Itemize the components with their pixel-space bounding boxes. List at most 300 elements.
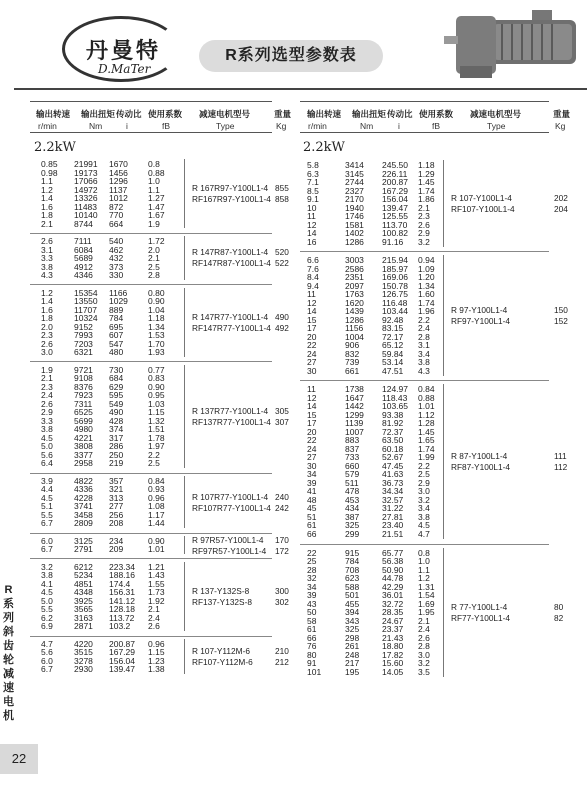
speed-value: 11 [307,211,316,221]
service-factor-value: 1.01 [148,544,165,555]
motor-type: RF107R77-Y100L1-4 [192,502,271,513]
speed-value: 24 [307,443,317,454]
service-factor-value: 3.5 [418,666,430,677]
ratio-value: 14.05 [382,666,404,677]
ratio-value: 156.04 [382,194,408,204]
speed-value: 12 [307,392,317,403]
service-factor-value: 1.72 [148,236,165,247]
ratio-value: 357 [109,475,124,486]
ratio-value: 373 [109,261,124,272]
speed-value: 50 [307,607,317,618]
torque-value: 3278 [74,655,93,666]
torque-value: 6084 [74,244,93,255]
service-factor-value: 1.21 [148,561,165,572]
service-factor-value: 1.20 [418,272,435,282]
torque-value: 10140 [74,210,98,220]
torque-value: 4228 [74,492,93,503]
motor-type: RF147R77-Y100L1-4 [192,322,271,333]
motor-type: R 97R57-Y100L1-4 [192,534,264,545]
speed-value: 1.6 [41,304,53,315]
speed-value: 1.8 [41,210,53,220]
ratio-value: 730 [109,364,124,375]
service-factor-value: 1.31 [418,581,435,592]
speed-value: 4.5 [41,492,53,503]
right-header-service-factor: 使用系数 [419,109,454,119]
weight-value: 522 [275,258,289,269]
ratio-value: 480 [109,347,124,358]
speed-value: 1.4 [41,296,53,307]
ratio-value: 103.65 [382,401,408,412]
ratio-value: 215.94 [382,255,408,265]
service-factor-value: 2.8 [418,331,430,342]
service-factor-value: 1.43 [148,570,165,581]
service-factor-value: 2.0 [148,244,160,255]
ratio-value: 32.57 [382,494,404,505]
service-factor-value: 1.45 [418,177,435,187]
torque-value: 1442 [345,401,364,412]
motor-type: RF97-Y100L1-4 [451,315,511,326]
ratio-value: 141.12 [109,595,135,606]
service-factor-value: 0.77 [148,364,165,375]
ratio-value: 684 [109,373,124,384]
torque-value: 1581 [345,219,364,230]
torque-value: 9721 [74,364,93,375]
ratio-value: 91.16 [382,236,404,247]
ratio-value: 330 [109,270,124,281]
speed-value: 5.6 [41,449,53,460]
torque-value: 3565 [74,604,93,615]
torque-value: 915 [345,547,360,558]
ratio-value: 103.2 [109,621,131,632]
speed-value: 4.5 [41,432,53,443]
weight-value: 242 [275,502,289,513]
torque-value: 21991 [74,159,98,169]
ratio-value: 116.48 [382,297,408,308]
ratio-value: 208 [109,518,124,529]
torque-value: 501 [345,590,360,601]
ratio-value: 52.67 [382,452,404,463]
page-number: 22 [0,744,38,774]
service-factor-value: 1.53 [148,330,165,341]
speed-value: 34 [307,581,317,592]
torque-value: 19173 [74,167,98,178]
service-factor-value: 0.95 [148,390,165,401]
ratio-value: 313 [109,492,124,503]
service-factor-value: 0.90 [148,296,165,307]
service-factor-value: 1.09 [418,263,435,274]
service-factor-value: 0.88 [148,167,165,178]
torque-value: 217 [345,658,360,669]
ratio-value: 103.44 [382,306,408,316]
right-header-torque: 输出扭矩 [352,109,387,119]
torque-value: 1439 [345,306,364,316]
speed-value: 3.8 [41,570,53,581]
speed-value: 5.1 [41,501,53,512]
torque-value: 3741 [74,501,93,512]
weight-value: 82 [554,612,564,623]
service-factor-value: 3.2 [418,494,430,505]
motor-type: R 137-Y132S-8 [192,585,250,596]
torque-value: 588 [345,581,360,592]
torque-value: 13326 [74,193,98,203]
torque-value: 4851 [74,578,93,589]
service-factor-value: 1.17 [148,509,165,520]
service-factor-value: 2.2 [418,460,430,471]
group-bracket-line [443,160,444,247]
torque-value: 7203 [74,338,93,349]
torque-value: 4822 [74,475,93,486]
torque-value: 739 [345,357,360,367]
service-factor-value: 2.6 [148,621,160,632]
speed-value: 1.6 [41,201,53,212]
speed-value: 28 [307,564,317,575]
ratio-value: 50.90 [382,564,404,575]
ratio-value: 124.97 [382,384,408,395]
service-factor-value: 3.0 [418,486,430,497]
ratio-value: 695 [109,321,124,332]
service-factor-value: 2.1 [148,253,160,264]
weight-value: 152 [554,315,568,326]
ratio-value: 167.29 [109,647,135,658]
torque-value: 325 [345,624,360,635]
speed-value: 0.85 [41,159,58,169]
ratio-value: 28.35 [382,607,404,618]
service-factor-value: 4.3 [418,365,430,376]
speed-value: 3.8 [41,424,53,435]
speed-value: 14 [307,401,317,412]
speed-value: 10 [307,202,317,213]
service-factor-value: 1.29 [418,168,435,179]
motor-type: R 107R77-Y100L1-4 [192,491,269,502]
ratio-value: 150.78 [382,280,408,291]
ratio-value: 664 [109,218,124,229]
torque-value: 1299 [345,409,364,420]
torque-value: 455 [345,598,360,609]
torque-value: 883 [345,435,360,446]
weight-value: 210 [275,645,289,656]
ratio-value: 200.87 [382,177,408,187]
torque-value: 1763 [345,289,364,299]
torque-value: 7923 [74,390,93,401]
torque-value: 2809 [74,518,93,529]
ratio-value: 462 [109,244,124,255]
speed-value: 8.5 [307,185,319,196]
ratio-value: 432 [109,253,124,264]
service-factor-value: 1.23 [148,655,165,666]
group-separator [300,380,549,381]
torque-value: 1940 [345,202,364,213]
speed-value: 66 [307,528,317,539]
torque-value: 248 [345,649,360,660]
right-unit-weight: Kg [555,121,566,131]
torque-value: 2958 [74,458,93,469]
speed-value: 80 [307,649,317,660]
torque-value: 7993 [74,330,93,341]
motor-type: RF107-Y112M-6 [192,656,253,667]
service-factor-value: 1.34 [418,280,435,291]
left-unit-torque: Nm [89,121,103,131]
page-title: R系列选型参数表 [199,40,383,72]
ratio-value: 770 [109,210,124,220]
ratio-value: 139.47 [109,664,135,675]
left-header-service-factor: 使用系数 [148,109,183,119]
service-factor-value: 1.32 [148,415,165,426]
service-factor-value: 0.84 [148,475,165,486]
ratio-value: 226.11 [382,168,408,179]
service-factor-value: 1.18 [418,160,435,170]
weight-value: 202 [554,192,568,203]
service-factor-value: 4.5 [418,520,430,531]
speed-value: 2.4 [41,390,53,401]
right-unit-service-factor: fB [432,121,441,131]
service-factor-value: 1.55 [148,578,165,589]
torque-value: 3458 [74,509,93,520]
speed-value: 2.3 [41,330,53,341]
service-factor-value: 2.4 [148,612,160,623]
left-unit-service-factor: fB [162,121,171,131]
service-factor-value: 0.83 [148,373,165,384]
ratio-value: 374 [109,424,124,435]
speed-value: 20 [307,426,317,437]
speed-value: 24 [307,348,317,359]
service-factor-value: 1.1 [418,564,430,575]
service-factor-value: 1.0 [418,556,430,567]
service-factor-value: 1.44 [148,518,165,529]
speed-value: 6.3 [307,168,319,179]
ratio-value: 200.87 [109,638,135,649]
ratio-value: 174.4 [109,578,131,589]
speed-value: 16 [307,236,317,247]
weight-value: 305 [275,405,289,416]
ratio-value: 65.12 [382,340,404,350]
torque-value: 1004 [345,331,364,342]
sidebar-text: R系列斜齿轮减速电机 [3,584,14,722]
motor-type: RF137-Y132S-8 [192,596,252,607]
ratio-value: 23.37 [382,624,404,635]
torque-value: 15354 [74,287,98,298]
service-factor-value: 2.2 [148,449,160,460]
ratio-value: 56.38 [382,556,404,567]
left-unit-speed: r/min [38,121,57,131]
ratio-value: 277 [109,501,124,512]
speed-value: 6.7 [41,664,53,675]
torque-value: 4221 [74,432,93,443]
speed-value: 76 [307,641,317,652]
ratio-value: 167.29 [382,185,408,196]
speed-value: 20 [307,331,317,342]
service-factor-value: 1.1 [148,184,160,195]
torque-value: 4346 [74,270,93,281]
weight-value: 492 [275,322,289,333]
ratio-value: 53.14 [382,357,404,367]
ratio-value: 1296 [109,176,128,186]
ratio-value: 321 [109,484,124,495]
speed-value: 15 [307,314,317,325]
speed-value: 4.1 [41,578,53,589]
service-factor-value: 1.47 [148,201,165,212]
torque-value: 9152 [74,321,93,332]
speed-value: 6.6 [307,255,319,265]
torque-value: 3925 [74,595,93,606]
service-factor-value: 1.74 [418,443,435,454]
torque-value: 6525 [74,407,93,418]
ratio-value: 540 [109,236,124,247]
service-factor-value: 2.8 [418,641,430,652]
torque-value: 2871 [74,621,93,632]
torque-value: 5234 [74,570,93,581]
ratio-value: 1670 [109,159,128,169]
ratio-value: 41.63 [382,469,404,480]
left-header-torque: 输出扭矩 [81,109,116,119]
speed-value: 5.6 [41,647,53,658]
service-factor-value: 0.90 [148,535,165,546]
speed-value: 27 [307,357,317,367]
service-factor-value: 0.88 [418,392,435,403]
speed-value: 41 [307,486,317,497]
right-power-label: 2.2kW [303,140,345,155]
speed-value: 30 [307,365,317,376]
service-factor-value: 1.65 [418,435,435,446]
service-factor-value: 1.0 [148,176,160,186]
weight-value: 80 [554,601,564,612]
torque-value: 661 [345,365,360,376]
service-factor-value: 2.9 [418,477,430,488]
speed-value: 6.0 [41,535,53,546]
torque-value: 6321 [74,347,93,358]
service-factor-value: 0.8 [148,159,160,169]
speed-value: 1.9 [41,364,53,375]
torque-value: 1286 [345,236,364,247]
speed-value: 61 [307,624,317,635]
ratio-value: 81.92 [382,418,404,429]
right-unit-ratio: i [398,121,400,131]
left-unit-type: Type [216,121,235,131]
torque-value: 343 [345,615,360,626]
weight-value: 170 [275,534,289,545]
ratio-value: 21.43 [382,632,404,643]
service-factor-value: 3.2 [418,658,430,669]
torque-value: 5689 [74,253,93,264]
torque-value: 784 [345,556,360,567]
weight-value: 300 [275,585,289,596]
service-factor-value: 1.03 [148,398,165,409]
ratio-value: 24.67 [382,615,404,626]
left-unit-weight: Kg [276,121,287,131]
speed-value: 3.2 [41,561,53,572]
weight-value: 858 [275,194,289,205]
speed-value: 22 [307,340,317,350]
ratio-value: 125.55 [382,211,408,221]
speed-value: 9.1 [307,194,319,204]
ratio-value: 1012 [109,193,128,203]
ratio-value: 65.77 [382,547,404,558]
speed-value: 91 [307,658,317,669]
ratio-value: 31.22 [382,503,404,514]
service-factor-value: 2.1 [418,202,430,213]
speed-value: 9.4 [307,280,319,291]
motor-type: R 77-Y100L1-4 [451,601,508,612]
ratio-value: 27.81 [382,511,404,522]
speed-value: 2.1 [41,218,53,229]
speed-value: 58 [307,615,317,626]
ratio-value: 428 [109,415,124,426]
speed-value: 1.4 [41,193,53,203]
torque-value: 11707 [74,304,98,315]
speed-value: 7.1 [307,177,319,187]
service-factor-value: 0.96 [148,638,165,649]
ratio-value: 93.38 [382,409,404,420]
service-factor-value: 2.5 [148,458,160,469]
ratio-value: 156.04 [109,655,135,666]
speed-value: 6.2 [41,612,53,623]
speed-value: 4.5 [41,587,53,598]
ratio-value: 209 [109,544,124,555]
torque-value: 832 [345,348,360,359]
ratio-value: 1456 [109,167,128,178]
weight-value: 855 [275,183,289,194]
service-factor-value: 2.8 [148,270,160,281]
service-factor-value: 1.95 [418,607,435,618]
motor-type: R 87-Y100L1-4 [451,451,508,462]
ratio-value: 188.16 [109,570,135,581]
group-bracket-line [443,384,444,539]
ratio-value: 872 [109,201,124,212]
torque-value: 3515 [74,647,93,658]
torque-value: 2930 [74,664,93,675]
torque-value: 3145 [345,168,364,179]
service-factor-value: 1.15 [148,407,165,418]
ratio-value: 17.82 [382,649,404,660]
ratio-value: 234 [109,535,124,546]
torque-value: 511 [345,477,359,488]
service-factor-value: 1.01 [418,401,435,412]
service-factor-value: 1.34 [148,321,165,332]
ratio-value: 219 [109,458,124,469]
service-factor-value: 2.4 [418,624,430,635]
service-factor-value: 3.8 [418,357,430,367]
service-factor-value: 1.9 [148,218,160,229]
group-bracket-line [443,548,444,677]
torque-value: 4912 [74,261,93,272]
service-factor-value: 1.69 [418,598,435,609]
ratio-value: 629 [109,381,124,392]
speed-value: 7.6 [307,263,319,274]
service-factor-value: 1.2 [418,573,430,584]
torque-value: 4980 [74,424,93,435]
speed-value: 51 [307,511,317,522]
speed-value: 5.0 [41,595,53,606]
motor-type: RF97R57-Y100L1-4 [192,545,267,556]
ratio-value: 21.51 [382,528,404,539]
service-factor-value: 0.96 [148,492,165,503]
motor-type: R 147R87-Y100L1-4 [192,247,269,258]
torque-value: 325 [345,520,360,531]
service-factor-value: 2.6 [418,632,430,643]
service-factor-value: 2.4 [418,323,430,333]
weight-value: 212 [275,656,289,667]
speed-value: 17 [307,323,317,333]
torque-value: 708 [345,564,360,575]
torque-value: 2170 [345,194,364,204]
service-factor-value: 2.2 [418,314,430,325]
service-factor-value: 0.8 [418,547,430,558]
service-factor-value: 0.94 [418,255,435,265]
torque-value: 623 [345,573,360,584]
torque-value: 387 [345,511,360,522]
sidebar-vertical-title [0,583,17,723]
ratio-value: 607 [109,330,124,341]
speed-value: 5.8 [307,160,319,170]
